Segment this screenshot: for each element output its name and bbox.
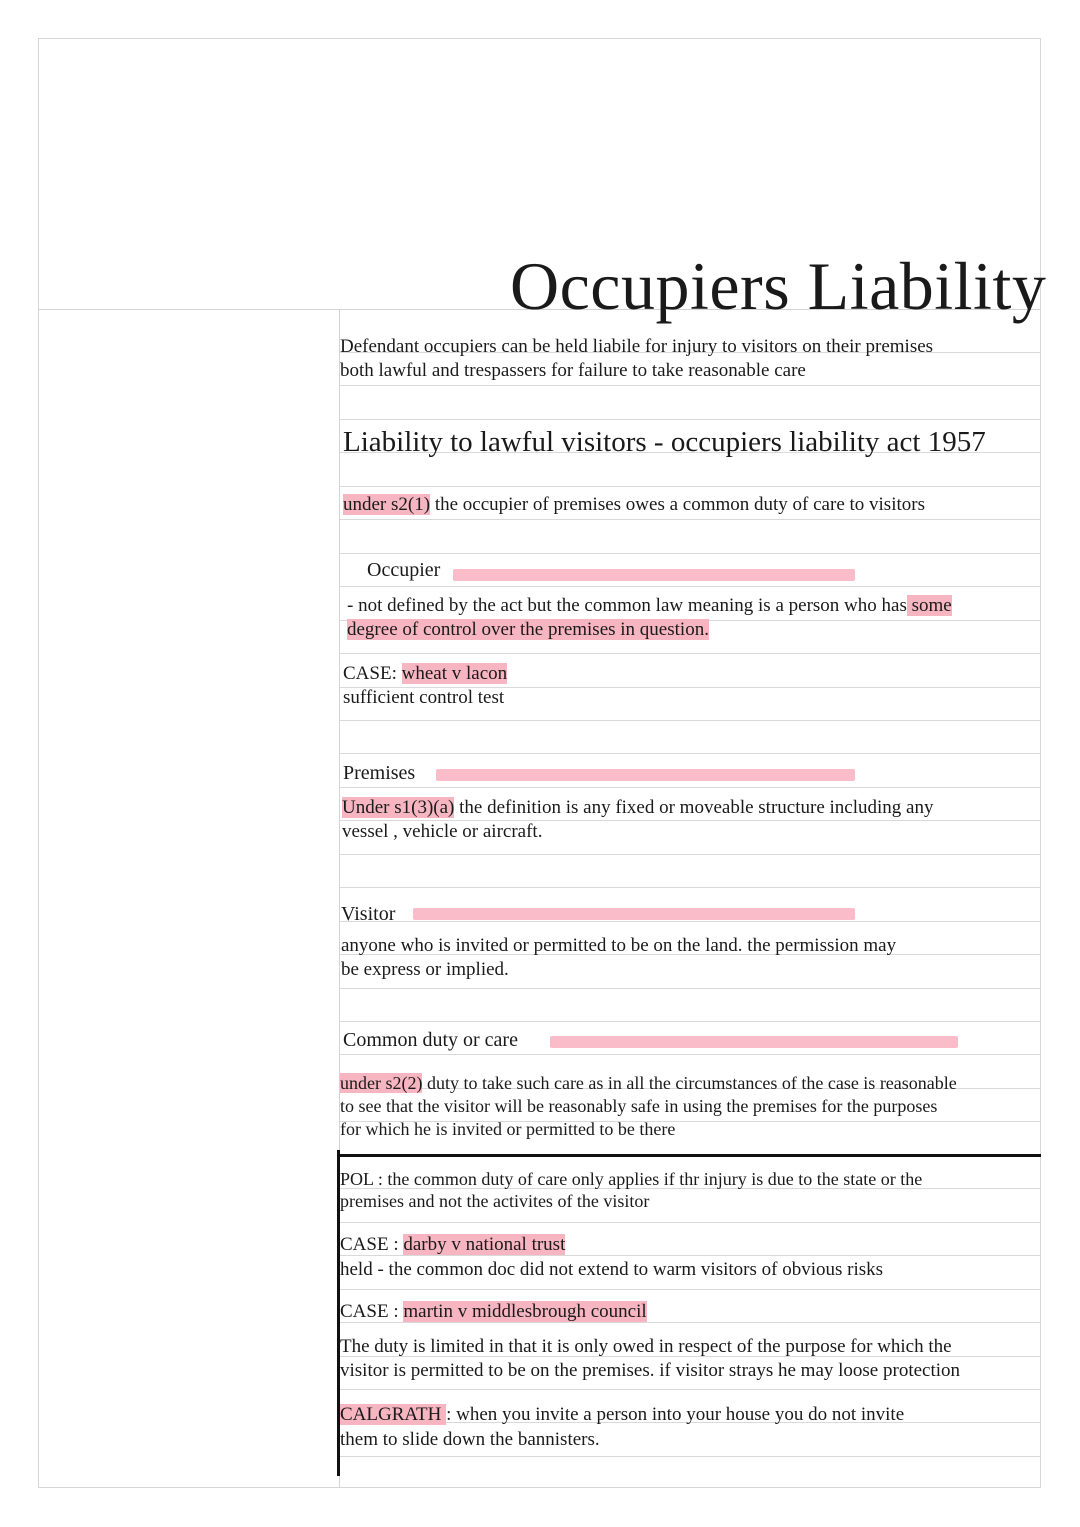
ruled-line xyxy=(340,1289,1041,1290)
calgrath-line-1 xyxy=(340,1403,904,1427)
case-label: CASE : xyxy=(340,1301,404,1322)
visitor-line-1: anyone who is invited or permitted to be on the land. the permission may xyxy=(341,935,897,956)
occupier-def-highlight: some xyxy=(906,595,952,616)
premises-line-2: vessel , vehicle or aircraft. xyxy=(342,821,543,842)
ruled-line xyxy=(340,720,1041,721)
ruled-line xyxy=(340,1021,1041,1022)
ruled-line xyxy=(340,753,1041,754)
common-duty-line-2: to see that the visitor will be reasonably safe in using the premises for the purposes xyxy=(340,1096,938,1116)
case-name: darby v national trust xyxy=(403,1234,566,1255)
page-title: Occupiers Liability xyxy=(510,248,1047,324)
occupier-def-text: - not defined by the act but the common law meaning is a person who has xyxy=(347,595,907,616)
ruled-line xyxy=(340,988,1041,989)
calgrath-text: : when you invite a person into your house you do not invite xyxy=(446,1404,905,1425)
s2-1-ref: under s2(1) xyxy=(343,494,431,515)
premises-label: Premises xyxy=(343,762,416,784)
ruled-line xyxy=(340,887,1041,888)
case-wheat-note: sufficient control test xyxy=(343,687,505,708)
pol-line-1: POL : the common duty of care only applies if thr injury is due to the state or the xyxy=(340,1169,923,1189)
case-darby-note: held - the common doc did not extend to warm visitors of obvious risks xyxy=(340,1259,884,1280)
common-duty-text: duty to take such care as in all the circumstances of the case is reasonable xyxy=(422,1073,957,1093)
ruled-line xyxy=(340,921,1041,922)
calgrath-line-2: them to slide down the bannisters. xyxy=(340,1429,600,1450)
ruled-line xyxy=(340,1456,1041,1457)
calgrath-name: CALGRATH xyxy=(340,1404,447,1425)
case-martin xyxy=(340,1300,647,1324)
case-name: martin v middlesbrough council xyxy=(403,1301,647,1322)
s2-1-text: the occupier of premises owes a common duty of care to visitors xyxy=(430,494,925,515)
section-divider xyxy=(340,1154,1041,1157)
visitor-highlight-bar xyxy=(413,908,855,920)
occupier-highlight-bar xyxy=(453,569,855,581)
intro-line-2: both lawful and trespassers for failure to take reasonable care xyxy=(340,360,806,381)
ruled-line xyxy=(340,854,1041,855)
common-duty-line-3: for which he is invited or permitted to be there xyxy=(340,1119,676,1139)
ruled-line xyxy=(340,787,1041,788)
ruled-line xyxy=(340,1389,1041,1390)
ruled-line xyxy=(340,486,1041,487)
premises-highlight-bar xyxy=(436,769,855,781)
ruled-line xyxy=(340,385,1041,386)
ruled-line xyxy=(340,419,1041,420)
occupier-line-2 xyxy=(347,618,709,642)
limited-line-2: visitor is permitted to be on the premises. if visitor strays he may loose protection xyxy=(340,1360,961,1381)
premises-text: the definition is any fixed or moveable structure including any xyxy=(454,797,934,818)
limited-line-1: The duty is limited in that it is only owed in respect of the purpose for which the xyxy=(340,1336,952,1357)
common-duty-label: Common duty or care xyxy=(343,1029,518,1051)
case-name: wheat v lacon xyxy=(401,663,508,684)
ruled-line xyxy=(340,519,1041,520)
case-label: CASE: xyxy=(343,663,402,684)
ruled-line xyxy=(340,553,1041,554)
pol-line-2: premises and not the activites of the visitor xyxy=(340,1191,650,1211)
premises-ref: Under s1(3)(a) xyxy=(342,797,455,818)
common-duty-line-1 xyxy=(340,1071,957,1095)
ruled-line xyxy=(340,653,1041,654)
ruled-line xyxy=(340,1222,1041,1223)
visitor-label: Visitor xyxy=(341,903,396,925)
common-duty-highlight-bar xyxy=(550,1036,958,1048)
ruled-line xyxy=(340,1054,1041,1055)
section-heading: Liability to lawful visitors - occupiers liability act 1957 xyxy=(343,426,986,458)
visitor-line-2: be express or implied. xyxy=(341,959,509,980)
s2-1-statement xyxy=(343,493,925,517)
case-wheat xyxy=(343,662,507,686)
occupier-def-highlight-2: degree of control over the premises in question. xyxy=(347,619,709,640)
case-darby xyxy=(340,1233,565,1257)
occupier-label: Occupier xyxy=(367,559,441,581)
premises-line-1 xyxy=(342,796,933,820)
intro-line-1: Defendant occupiers can be held liabile for injury to visitors on their premises xyxy=(340,336,934,357)
case-label: CASE : xyxy=(340,1234,404,1255)
common-duty-ref: under s2(2) xyxy=(340,1073,423,1093)
occupier-line-1 xyxy=(347,594,952,618)
ruled-line xyxy=(340,586,1041,587)
